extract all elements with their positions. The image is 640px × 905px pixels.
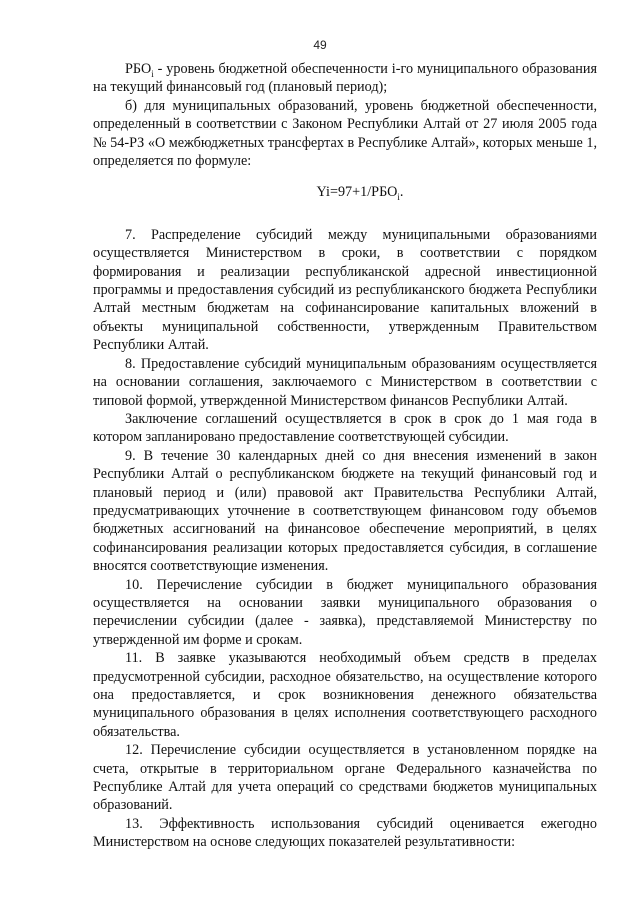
formula-main: Yi=97+1/РБО bbox=[316, 184, 398, 201]
rbo-symbol: РБО bbox=[125, 61, 152, 77]
paragraph-9: 9. В течение 30 календарных дней со дня внесения изменений в закон Республики Алтай о республиканском бюджете на текущий финансовый год и плановый период и (или) правовой акт Правительства Республики Алтай, предусматривающих уточнение в соответствующем финансовом году объемов бюджетных ассигнований на финансовое обеспечение мероприятий, в целях софинансирования реализации которых предоставляется субсидия, в соглашение вносятся соответствующие изменения. bbox=[93, 447, 597, 575]
page-number: 49 bbox=[313, 38, 327, 52]
rbo-subscript: i bbox=[151, 68, 154, 79]
paragraph-8-agreement-deadline: Заключение соглашений осуществляется в срок в срок до 1 мая года в котором запланировано предоставление соответствующей субсидии. bbox=[93, 410, 597, 446]
paragraph-13: 13. Эффективность использования субсидий оценивается ежегодно Министерством на основе следующих показателей результативности: bbox=[93, 815, 597, 851]
document-body bbox=[93, 60, 597, 852]
formula-end: . bbox=[399, 184, 404, 201]
formula-subscript: i bbox=[397, 192, 400, 203]
paragraph-rbo-definition bbox=[93, 60, 597, 97]
paragraph-b: б) для муниципальных образований, уровень бюджетной обеспеченности, определенный в соответствии с Законом Республики Алтай от 27 июля 2005 года № 54-РЗ «О межбюджетных трансфертах в Республике Алтай», которых меньше 1, определяется по формуле: bbox=[93, 97, 597, 170]
formula bbox=[93, 183, 597, 201]
rbo-definition-text: - уровень бюджетной обеспеченности i-го муниципального образования на текущий финансовый год (плановый период); bbox=[93, 61, 597, 96]
paragraph-11: 11. В заявке указываются необходимый объем средств в пределах предусмотренной субсидии, расходное обязательство, на осуществление которого она предоставляется, и срок возникновения денежного обязательства муниципального образования в целях исполнения соответствующего расходного обязательства. bbox=[93, 650, 597, 740]
paragraph-10: 10. Перечисление субсидии в бюджет муниципального образования осуществляется на основании заявки муниципального образования о перечислении субсидии (далее - заявка), представляемой Министерству по утвержденной им форме и срокам. bbox=[93, 576, 597, 648]
paragraph-7: 7. Распределение субсидий между муниципальными образованиями осуществляется Министерством в сроки, в соответствии с порядком формирования и реализации республиканской адресной инвестиционной программы и предоставления субсидий из республиканского бюджета Республики Алтай местным бюджетам на софинансирование капитальных вложений в объекты муниципальной собственности, утвержденным Правительством Республики Алтай. bbox=[93, 226, 597, 354]
paragraph-12: 12. Перечисление субсидии осуществляется в установленном порядке на счета, открытые в территориальном органе Федерального казначейства по Республике Алтай для учета операций со средствами бюджетов муниципальных образований. bbox=[93, 742, 597, 814]
paragraph-8: 8. Предоставление субсидий муниципальным образованиям осуществляется на основании соглашения, заключаемого с Министерством в соответствии с типовой формой, утвержденной Министерством финансов Республики Алтай. bbox=[93, 355, 597, 409]
